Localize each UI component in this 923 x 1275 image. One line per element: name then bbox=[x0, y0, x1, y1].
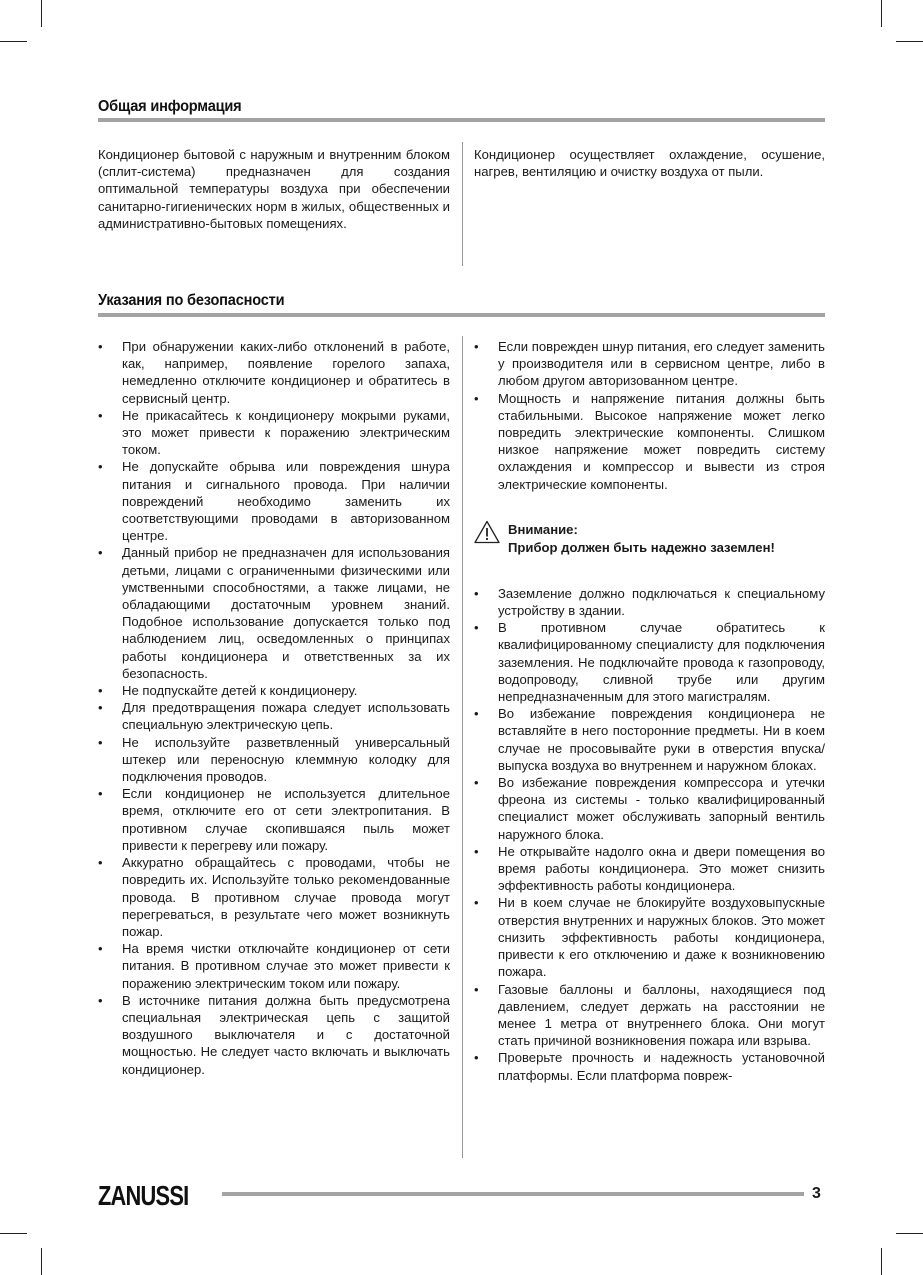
warning-notice bbox=[474, 521, 825, 557]
crop-mark bbox=[896, 41, 923, 42]
column-divider bbox=[462, 142, 463, 266]
safety-left-column bbox=[98, 338, 450, 1078]
list-item: • Во избежание повреждения кондиционера не вставляйте в него посторонние предметы. Ни в коем случае не просовывайте руки в отверстия впуска/выпуска воздуха во внутреннем и наружном блоках. bbox=[474, 705, 825, 774]
crop-mark bbox=[0, 1233, 27, 1234]
list-item: • При обнаружении каких-либо отклонений в работе, как, например, появление горелого запаха, немедленно отключите кондиционер и обратитесь в сервисный центр. bbox=[98, 338, 450, 407]
warning-text: Прибор должен быть надежно заземлен! bbox=[508, 539, 775, 555]
list-item: • Не подпускайте детей к кондиционеру. bbox=[98, 682, 450, 699]
section-title-general: Общая информация bbox=[98, 98, 242, 115]
list-item: • Если кондиционер не используется длительное время, отключите его от сети электропитания. В противном случае скопившаяся пыль может привести к перегреву или пожару. bbox=[98, 785, 450, 854]
list-item: • Во избежание повреждения компрессора и утечки фреона из системы - только квалифицированный специалист может обслуживать запорный вентиль наружного блока. bbox=[474, 774, 825, 843]
safety-right-list-bottom bbox=[474, 585, 825, 1084]
brand-logo: ZANUSSI bbox=[98, 1180, 189, 1211]
safety-right-list-top bbox=[474, 338, 825, 493]
list-item: • Мощность и напряжение питания должны быть стабильными. Высокое напряжение может легко повредить электрические компоненты. Слишком низкое напряжение может повредить систему охлаждения и компрессор и вывести из строя электрические компоненты. bbox=[474, 390, 825, 493]
general-left-text: Кондиционер бытовой с наружным и внутренним блоком (сплит-система) предназначен для создания оптимальной температуры воздуха при обеспечении санитарно-гигиенических норм в жилых, общественных и административно-бытовых помещениях. bbox=[98, 147, 450, 231]
list-item: • На время чистки отключайте кондиционер от сети питания. В противном случае это может привести к поражению электрическим током или пожару. bbox=[98, 940, 450, 992]
list-item: • Для предотвращения пожара следует использовать специальную электрическую цепь. bbox=[98, 699, 450, 733]
section-rule bbox=[98, 118, 825, 122]
general-right-column bbox=[474, 146, 825, 180]
section-rule bbox=[98, 313, 825, 317]
general-right-text: Кондиционер осуществляет охлаждение, осушение, нагрев, вентиляцию и очистку воздуха от пыли. bbox=[474, 147, 825, 180]
section-title-safety: Указания по безопасности bbox=[98, 292, 285, 309]
list-item: • В противном случае обратитесь к квалифицированному специалисту для подключения заземления. Не подключайте провода к газопроводу, водопроводу, сливной трубе или другим непредназначенным для этого магистралям. bbox=[474, 619, 825, 705]
list-item: • В источнике питания должна быть предусмотрена специальная электрическая цепь с защитой воздушного выключателя и с достаточной мощностью. Не следует часто включать и выключать кондиционер. bbox=[98, 992, 450, 1078]
list-item: • Не открывайте надолго окна и двери помещения во время работы кондиционера. Это может снизить эффективность работы кондиционера. bbox=[474, 843, 825, 895]
list-item: • Данный прибор не предназначен для использования детьми, лицами с ограниченными физическими или умственными способностями, а также лицами, не обладающими достаточным уровнем знаний. Подобное использование допускается только под наблюдением лиц, осведомленных о принципах работы кондиционера и ответственных за их безопасность. bbox=[98, 544, 450, 682]
crop-mark bbox=[881, 1248, 882, 1275]
list-item: • Проверьте прочность и надежность установочной платформы. Если платформа повреж- bbox=[474, 1049, 825, 1083]
crop-mark bbox=[41, 0, 42, 27]
safety-right-column bbox=[474, 338, 825, 1084]
page-number: 3 bbox=[812, 1185, 821, 1202]
safety-left-list bbox=[98, 338, 450, 1078]
crop-mark bbox=[0, 41, 27, 42]
list-item: • Если поврежден шнур питания, его следует заменить у производителя или в сервисном центре, либо в любом другом авторизованном центре. bbox=[474, 338, 825, 390]
list-item: • Ни в коем случае не блокируйте воздуховыпускные отверстия внутренних и наружных блоков. Это может снизить эффективность работы кондиционера, привести к его отключению и даже к возникновению пожара. bbox=[474, 894, 825, 980]
crop-mark bbox=[41, 1248, 42, 1275]
list-item: • Аккуратно обращайтесь с проводами, чтобы не повредить их. Используйте только рекомендованные провода. В противном случае провода могут перегреваться, в результате чего может возникнуть пожар. bbox=[98, 854, 450, 940]
list-item: • Не допускайте обрыва или повреждения шнура питания и сигнального провода. При наличии повреждений необходимо заменить их соответствующими проводами в авторизованном центре. bbox=[98, 458, 450, 544]
column-divider bbox=[462, 336, 463, 1158]
warning-triangle-icon bbox=[474, 520, 500, 544]
list-item: • Не используйте разветвленный универсальный штекер или переносную клеммную колодку для подключения проводов. bbox=[98, 734, 450, 786]
warning-title: Внимание: bbox=[508, 521, 578, 537]
list-item: • Не прикасайтесь к кондиционеру мокрыми руками, это может привести к поражению электрическим током. bbox=[98, 407, 450, 459]
list-item: • Заземление должно подключаться к специальному устройству в здании. bbox=[474, 585, 825, 619]
list-item: • Газовые баллоны и баллоны, находящиеся под давлением, следует держать на расстоянии не менее 1 метра от внутреннего блока. Они могут стать причиной возникновения пожара или взрыва. bbox=[474, 981, 825, 1050]
crop-mark bbox=[881, 0, 882, 27]
general-left-column bbox=[98, 146, 450, 232]
crop-mark bbox=[896, 1233, 923, 1234]
footer-rule bbox=[222, 1192, 804, 1196]
